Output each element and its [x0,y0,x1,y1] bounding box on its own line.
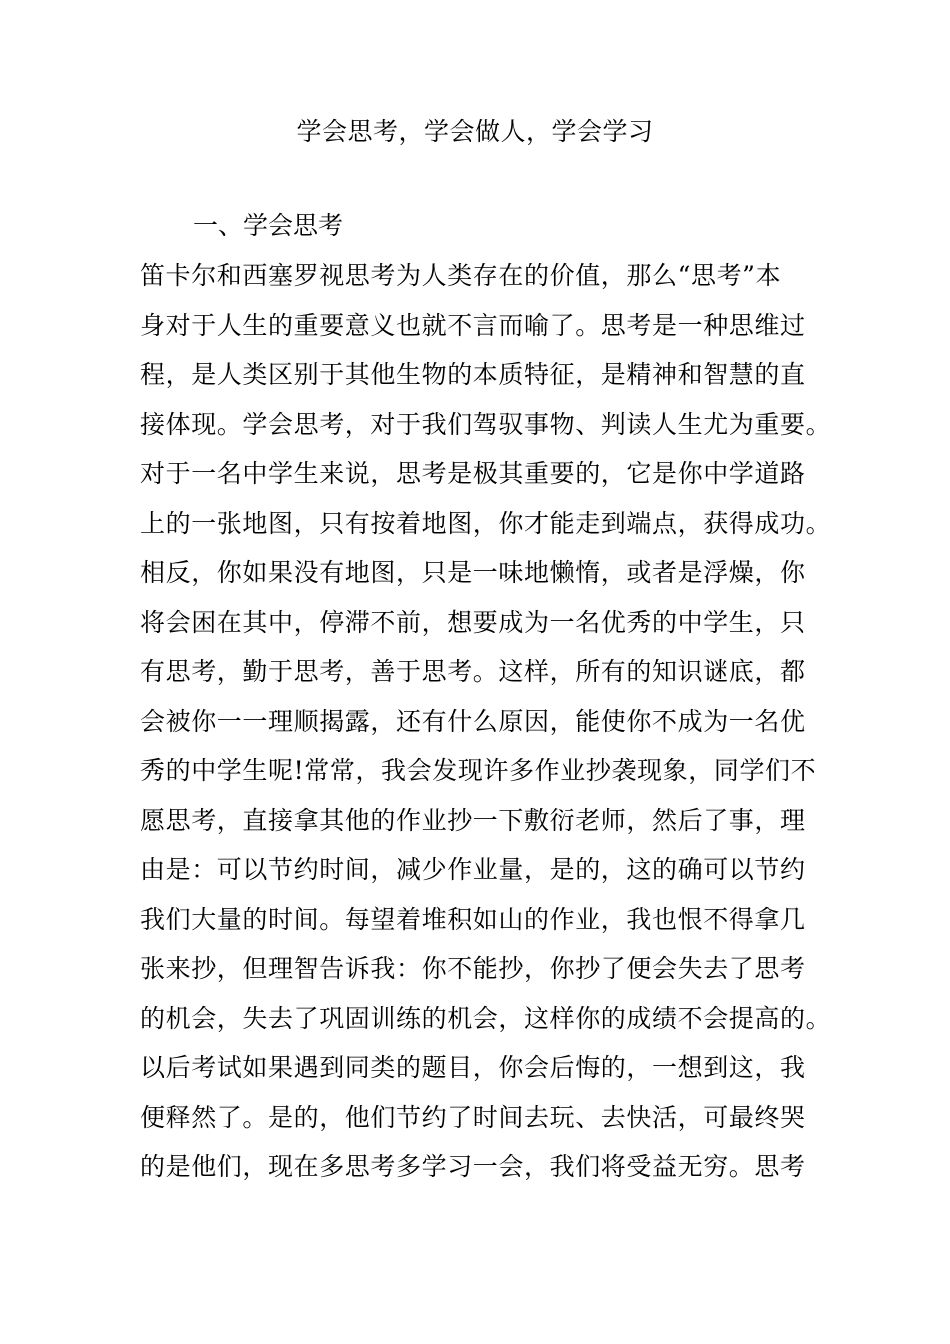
body-line: 将会困在其中，停滞不前，想要成为一名优秀的中学生，只 [140,607,806,637]
document-title: 学会思考，学会做人，学会学习 [296,117,654,146]
body-line: 我们大量的时间。每望着堆积如山的作业，我也恨不得拿几 [140,904,806,934]
body-line: 对于一名中学生来说，思考是极其重要的，它是你中学道路 [140,459,806,488]
body-line: 便释然了。是的，他们节约了时间去玩、去快活，可最终哭 [140,1102,806,1132]
body-line: 的是他们，现在多思考多学习一会，我们将受益无穷。思考 [140,1152,806,1181]
body-line: 会被你一一理顺揭露，还有什么原因，能使你不成为一名优 [140,706,806,736]
body-line: 愿思考，直接拿其他的作业抄一下敷衍老师，然后了事，理 [140,805,806,835]
body-line: 由是：可以节约时间，减少作业量，是的，这的确可以节约 [140,855,806,884]
body-line: 的机会，失去了巩固训练的机会，这样你的成绩不会提高的。 [140,1003,832,1033]
body-line: 上的一张地图，只有按着地图，你才能走到端点，获得成功。 [140,508,832,538]
body-line: 以后考试如果遇到同类的题目，你会后悔的，一想到这，我 [140,1053,806,1082]
body-line: 程，是人类区别于其他生物的本质特征，是精神和智慧的直 [140,360,806,389]
body-line: 笛卡尔和西塞罗视思考为人类存在的价值，那么“思考”本 [140,261,782,290]
section-heading: 一、学会思考 [193,211,344,240]
body-line: 身对于人生的重要意义也就不言而喻了。思考是一种思维过 [140,310,806,340]
body-line: 接体现。学会思考，对于我们驾驭事物、判读人生尤为重要。 [140,409,832,439]
body-line: 相反，你如果没有地图，只是一味地懒惰，或者是浮燥，你 [140,558,806,587]
body-text [140,258,830,1199]
body-line: 有思考，勤于思考，善于思考。这样，所有的知识谜底，都 [140,657,806,686]
body-line: 张来抄，但理智告诉我：你不能抄，你抄了便会失去了思考 [140,954,806,983]
body-line: 秀的中学生呢!常常，我会发现许多作业抄袭现象，同学们不 [140,756,817,785]
